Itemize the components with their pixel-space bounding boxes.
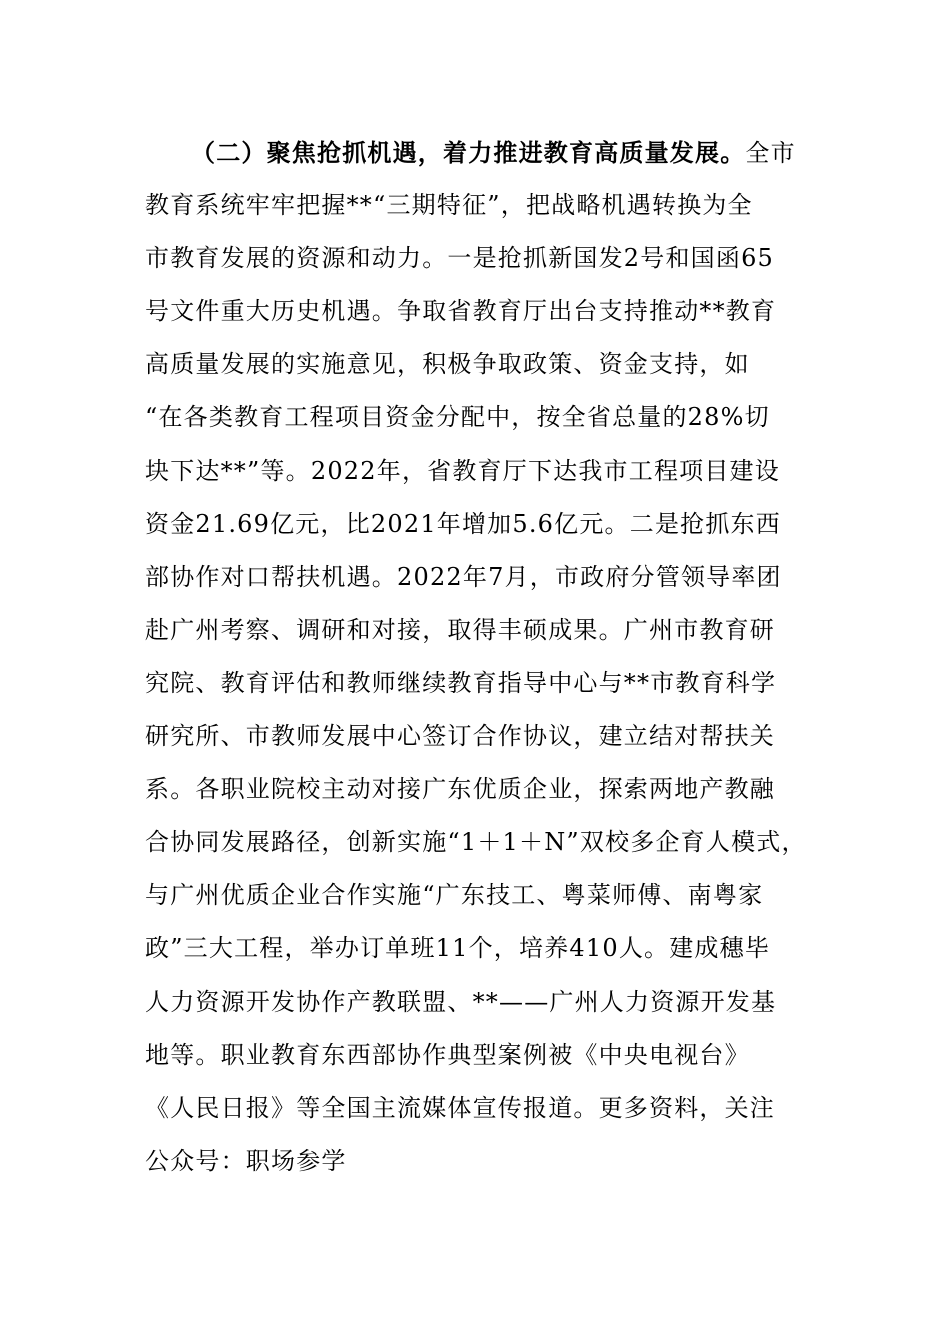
section-heading: （二）聚焦抢抓机遇，着力推进教育高质量发展。 — [191, 138, 746, 167]
text-line: 政”三大工程，举办订单班11个，培养410人。建成穗毕 — [145, 934, 771, 963]
text-line: 市教育发展的资源和动力。一是抢抓新国发2号和国函65 — [145, 244, 775, 273]
text-line: 块下达**”等。2022年，省教育厅下达我市工程项目建设 — [145, 456, 780, 485]
text-line: 高质量发展的实施意见，积极争取政策、资金支持，如 — [145, 350, 750, 379]
text-line: 全市 — [745, 139, 796, 167]
text-line: 人力资源开发协作产教联盟、**——广州人力资源开发基 — [145, 987, 777, 1016]
text-line: 资金21.69亿元，比2021年增加5.6亿元。二是抢抓东西 — [145, 509, 781, 538]
text-line: “在各类教育工程项目资金分配中，按全省总量的28%切 — [145, 403, 770, 432]
text-line: 地等。职业教育东西部协作典型案例被《中央电视台》 — [145, 1040, 750, 1069]
text-line: 究院、教育评估和教师继续教育指导中心与**市教育科学 — [145, 668, 777, 697]
body-paragraph — [145, 126, 815, 1188]
text-line: 公众号：职场参学 — [145, 1146, 347, 1175]
text-line: 研究所、市教师发展中心签订合作协议，建立结对帮扶关 — [145, 722, 775, 751]
text-line: 号文件重大历史机遇。争取省教育厅出台支持推动**教育 — [145, 297, 777, 326]
text-line: 教育系统牢牢把握**“三期特征”，把战略机遇转换为全 — [145, 191, 753, 220]
paragraph-first-line — [145, 126, 815, 179]
text-line: 与广州优质企业合作实施“广东技工、粤菜师傅、南粤家 — [145, 881, 764, 910]
text-line: 《人民日报》等全国主流媒体宣传报道。更多资料，关注 — [145, 1093, 775, 1122]
text-line: 系。各职业院校主动对接广东优质企业，探索两地产教融 — [145, 775, 775, 804]
text-line: 赴广州考察、调研和对接，取得丰硕成果。广州市教育研 — [145, 615, 775, 644]
text-line: 合协同发展路径，创新实施“1＋1＋N”双校多企育人模式， — [145, 828, 807, 857]
text-line: 部协作对口帮扶机遇。2022年7月，市政府分管领导率团 — [145, 562, 782, 591]
